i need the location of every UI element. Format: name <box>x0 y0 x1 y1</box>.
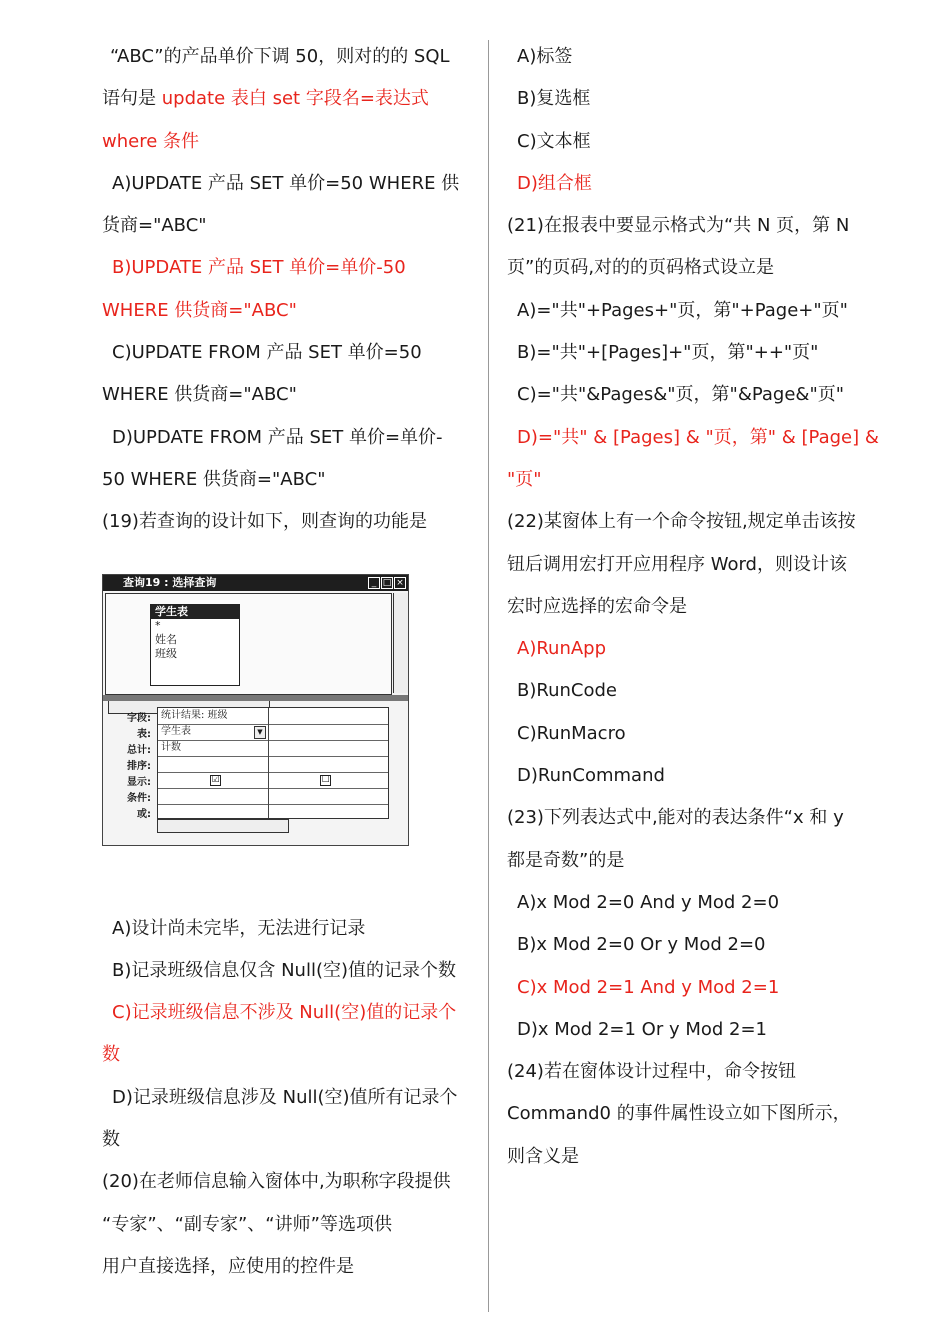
option-line: WHERE 供货商="ABC" <box>102 299 297 321</box>
grid-row-label: 总计: <box>127 744 151 756</box>
text-line: C)x Mod 2=1 And y Mod 2=1 <box>517 976 780 998</box>
text-line: (22)某窗体上有一个命令按钮,规定单击该按 <box>507 511 856 533</box>
field-list-box <box>150 604 240 686</box>
text-line: B)RunCode <box>517 680 617 702</box>
field-list-title: 学生表 <box>151 605 239 619</box>
option-line: D)记录班级信息涉及 Null(空)值所有记录个 <box>112 1086 458 1108</box>
text-line: (20)在老师信息输入窗体中,为职称字段提供 <box>102 1171 451 1193</box>
maximize-icon: □ <box>382 577 392 588</box>
text-line: D)组合框 <box>517 172 592 194</box>
option-line: A)设计尚未完毕，无法进行记录 <box>112 917 366 939</box>
question-19-text: (19)若查询的设计如下，则查询的功能是 <box>102 511 427 533</box>
table-pane <box>105 593 392 695</box>
text-line: A)="共"+Pages+"页，第"+Page+"页" <box>517 299 848 321</box>
text-line: B)复选框 <box>517 88 591 110</box>
table-pane-vscroll <box>393 593 408 693</box>
grid-line <box>158 772 388 773</box>
show-checkbox-checked: ☑ <box>211 774 220 785</box>
text-line: (21)在报表中要显示格式为“共 N 页，第 N <box>507 215 850 237</box>
option-line: 货商="ABC" <box>102 215 207 237</box>
text-line: Command0 的事件属性设立如下图所示， <box>507 1103 851 1125</box>
text-line: B)x Mod 2=0 Or y Mod 2=0 <box>517 934 766 956</box>
left-column <box>102 36 474 1288</box>
grid-hscroll <box>157 819 289 833</box>
text-line: C)RunMacro <box>517 722 626 744</box>
grid-total-cell: 计数 <box>161 741 181 753</box>
text-line: B)="共"+[Pages]+"页，第"++"页" <box>517 342 819 364</box>
option-line: C)UPDATE FROM 产品 SET 单价=50 <box>112 342 422 364</box>
option-line: 数 <box>102 1044 120 1066</box>
right-column <box>507 36 877 1178</box>
text-line: “ABC”的产品单价下调 50，则对的的 SQL <box>110 46 450 67</box>
option-line: WHERE 供货商="ABC" <box>102 384 297 406</box>
text-line: A)标签 <box>517 46 573 67</box>
grid-cells <box>157 707 389 819</box>
grid-column-line <box>268 708 269 818</box>
text-line: (23)下列表达式中,能对的表达条件“x 和 y <box>507 807 844 829</box>
grid-row-label: 排序: <box>127 760 151 772</box>
option-line: B)UPDATE 产品 SET 单价=单价-50 <box>112 257 406 279</box>
minimize-icon: _ <box>368 577 380 589</box>
option-line: C)记录班级信息不涉及 Null(空)值的记录个 <box>112 1002 457 1024</box>
text-line: D)x Mod 2=1 Or y Mod 2=1 <box>517 1018 767 1040</box>
query-window-title: 查询19 : 选择查询 <box>103 575 408 591</box>
grid-line <box>158 788 388 789</box>
text-line: 宏时应选择的宏命令是 <box>507 595 687 617</box>
query-design-window <box>102 574 409 846</box>
grid-row-label: 或: <box>137 808 151 820</box>
grid-row-label: 条件: <box>127 792 151 804</box>
question-19-options <box>102 908 474 1162</box>
question-18-continuation <box>102 36 474 163</box>
text-line: 则含义是 <box>507 1145 579 1167</box>
grid-line <box>158 740 388 741</box>
text-line: C)文本框 <box>517 130 591 152</box>
option-line: A)UPDATE 产品 SET 单价=50 WHERE 供 <box>112 172 460 194</box>
grid-line <box>158 756 388 757</box>
option-line: 50 WHERE 供货商="ABC" <box>102 468 326 490</box>
line-text: 语句是 <box>102 88 162 110</box>
pane-splitter <box>103 695 408 701</box>
question-20-text <box>102 1161 474 1288</box>
text-line: 都是奇数”的是 <box>507 849 625 871</box>
dropdown-arrow-icon: ▼ <box>254 726 266 739</box>
text-line: where 条件 <box>102 130 200 152</box>
column-divider <box>488 40 489 1312</box>
question-18-options <box>102 163 474 501</box>
text-line: 钮后调用宏打开应用程序 Word，则设计该 <box>507 553 847 575</box>
text-line: A)RunApp <box>517 638 607 660</box>
field-list-item: 班级 <box>155 646 177 660</box>
text-line: C)="共"&Pages&"页，第"&Page&"页" <box>517 384 845 406</box>
text-line <box>102 78 474 120</box>
option-line: B)记录班级信息仅含 Null(空)值的记录个数 <box>112 959 457 981</box>
show-checkbox-unchecked: ☐ <box>321 774 330 785</box>
grid-row-label: 显示: <box>127 776 151 788</box>
grid-line <box>158 804 388 805</box>
text-line: A)x Mod 2=0 And y Mod 2=0 <box>517 891 780 913</box>
grid-field-cell: 统计结果: 班级 <box>161 709 228 721</box>
grid-row-label: 表: <box>137 728 151 740</box>
grid-table-cell: 学生表 <box>161 725 191 737</box>
close-icon: × <box>394 577 406 589</box>
option-line: 数 <box>102 1129 120 1151</box>
field-list-item: 姓名 <box>155 632 177 646</box>
field-list-item: * <box>155 618 161 632</box>
grid-row-label: 字段: <box>127 712 151 724</box>
grid-line <box>158 724 388 725</box>
text-line: (24)若在窗体设计过程中，命令按钮 <box>507 1061 796 1083</box>
design-grid <box>105 705 393 835</box>
text-line: 用户直接选择，应使用的控件是 <box>102 1255 354 1277</box>
text-line: “专家”、“副专家”、“讲师”等选项供 <box>102 1213 392 1235</box>
option-line: D)UPDATE FROM 产品 SET 单价=单价- <box>112 426 443 448</box>
answer-text: update 表白 set 字段名=表达式 <box>161 88 429 110</box>
text-line: 页”的页码,对的的页码格式设立是 <box>507 257 775 279</box>
text-line: D)RunCommand <box>517 765 665 787</box>
text-line: "页" <box>507 468 542 490</box>
text-line: D)="共" & [Pages] & "页，第" & [Page] & <box>517 426 879 448</box>
